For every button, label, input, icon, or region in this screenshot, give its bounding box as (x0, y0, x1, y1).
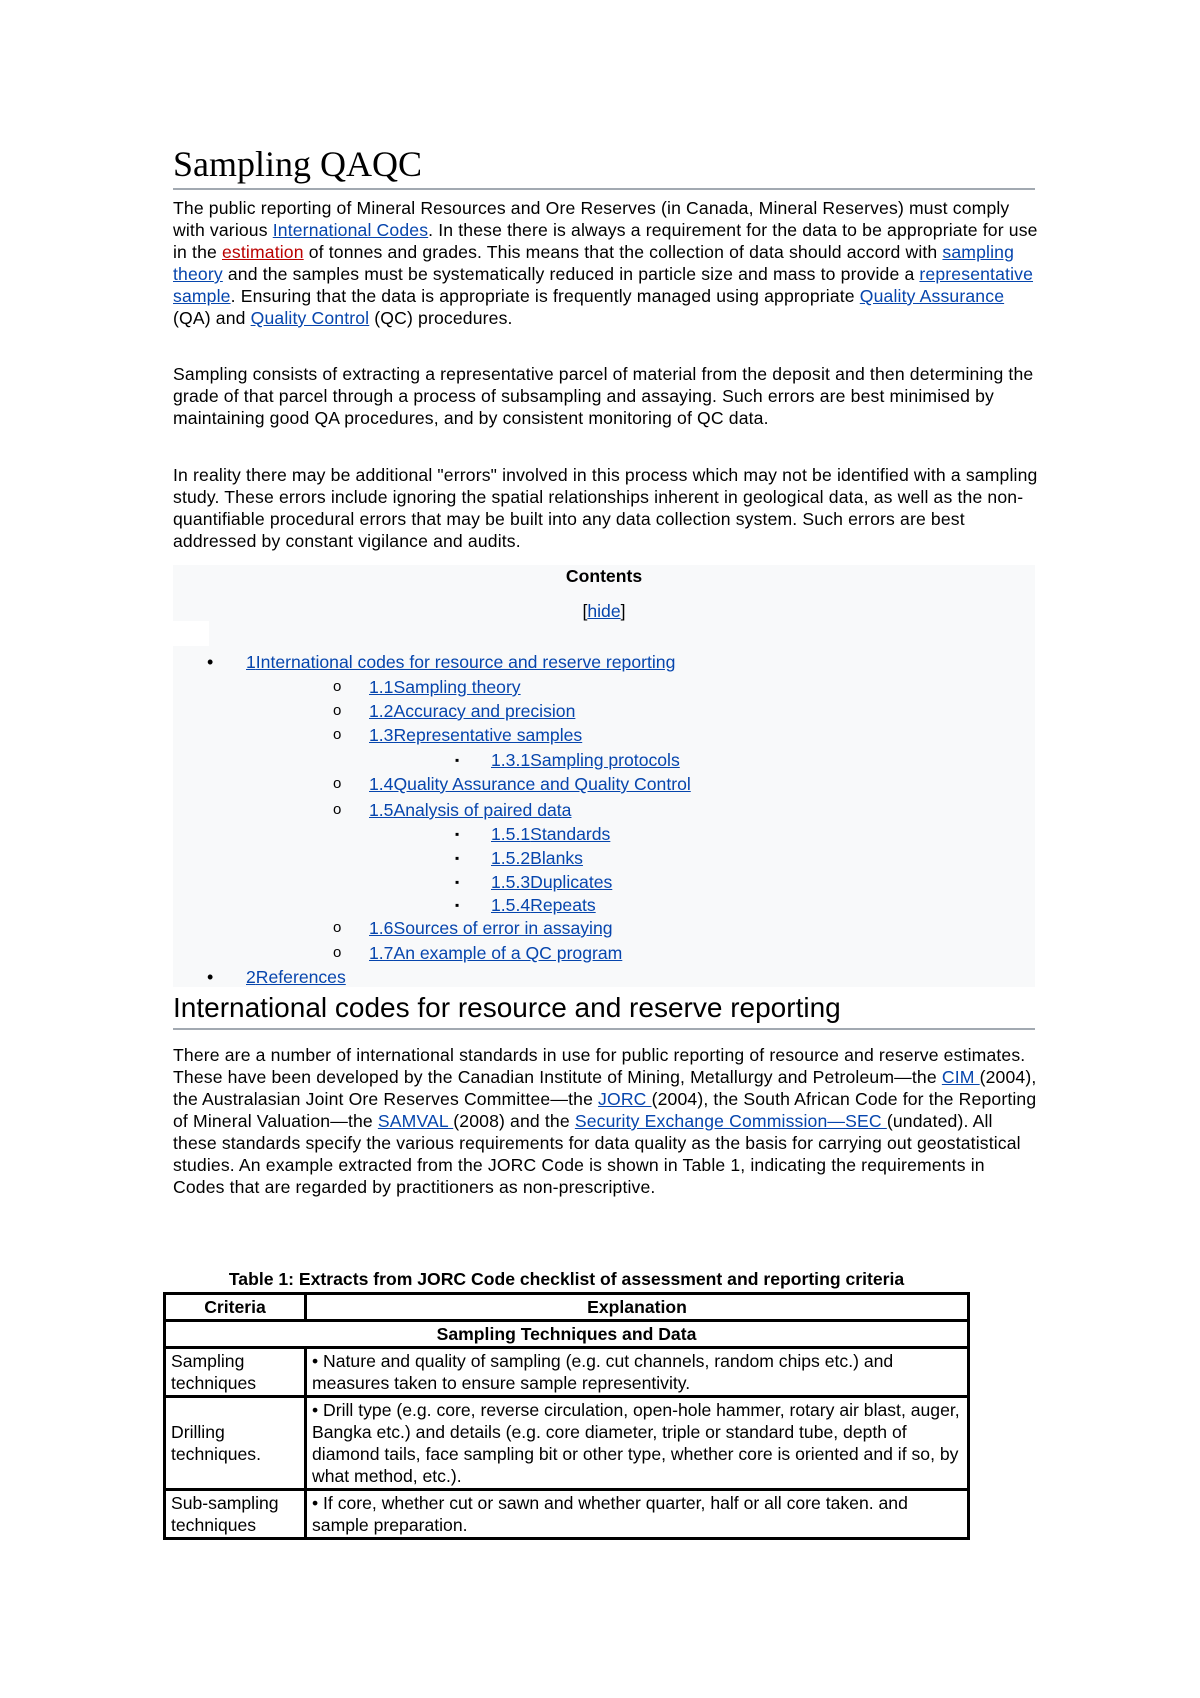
link-sampling-theory[interactable]: sampling theory (173, 242, 1015, 284)
toc-item-1-5-2[interactable]: 1.5.2Blanks (491, 848, 583, 868)
link-cim[interactable]: CIM (941, 1067, 980, 1087)
table-header-row (165, 1294, 969, 1321)
text-run: The public reporting of Mineral Resources and Ore Reserves (in Canada, Mineral Reserves) must comply with various (173, 198, 1010, 240)
text-run: (QC) procedures. (369, 308, 513, 328)
toc-bullet-icon: o (333, 801, 342, 818)
toc-bullet-icon: • (207, 652, 214, 672)
bracket-close: ] (620, 601, 626, 621)
toc-bullet-icon: ▪ (455, 827, 460, 841)
intro-paragraph-3: In reality there may be additional "errors" involved in this process which may not be identified with a sampling study. These errors include ignoring the spatial relationships inherent in geological data, as well as the non-quantifiable procedural errors that may be built into any data collection system. Such errors are best addressed by constant vigilance and audits. (173, 465, 1038, 551)
section1-paragraph (173, 1044, 1041, 1198)
intro-paragraph-1 (173, 197, 1041, 329)
toc-bullet-icon: o (333, 726, 342, 743)
toc-item-1-7[interactable]: 1.7An example of a QC program (369, 943, 623, 963)
bracket-open: [ (582, 601, 588, 621)
page-title: Sampling QAQC (173, 142, 1035, 190)
table-row (165, 1397, 969, 1490)
text-run: There are a number of international standards in use for public reporting of resource and reserve estimates. These have been developed by the Canadian Institute of Mining, Metallurgy and Petroleum—the (173, 1045, 1026, 1087)
text-run: (2004), the Australasian Joint Ore Reserves Committee—the (173, 1067, 1037, 1109)
table-caption: Table 1: Extracts from JORC Code checklist of assessment and reporting criteria (228, 1269, 905, 1289)
text-run: . In these there is always a requirement for the data to be appropriate for use in the (173, 220, 1038, 262)
explanation-cell: • Nature and quality of sampling (e.g. cut channels, random chips etc.) and measures taken to ensure sample representivity. (306, 1348, 969, 1397)
header-explanation: Explanation (306, 1294, 969, 1321)
link-samval[interactable]: SAMVAL (377, 1111, 454, 1131)
table-row (165, 1490, 969, 1539)
link-quality-assurance[interactable]: Quality Assurance (859, 286, 1005, 306)
toc-hide-link[interactable]: hide (587, 601, 621, 621)
toc-bullet-icon: o (333, 678, 342, 695)
toc-bullet-icon: ▪ (455, 898, 460, 912)
link-jorc[interactable]: JORC (598, 1089, 652, 1109)
section-label: Sampling Techniques and Data (165, 1321, 969, 1348)
link-international-codes[interactable]: International Codes (272, 220, 429, 240)
toc-hide-toggle (173, 600, 1035, 622)
table-section-row (165, 1321, 969, 1348)
link-estimation[interactable]: estimation (221, 242, 304, 262)
toc-bullet-icon: o (333, 702, 342, 719)
toc-item-1-5-4[interactable]: 1.5.4Repeats (491, 895, 596, 915)
toc-item-1-3[interactable]: 1.3Representative samples (369, 725, 583, 745)
toc-item-2[interactable]: 2References (246, 967, 346, 987)
toc-item-1-5[interactable]: 1.5Analysis of paired data (369, 800, 572, 820)
toc-title: Contents (565, 566, 643, 586)
criteria-cell: Sub-sampling techniques (165, 1490, 306, 1539)
text-run: and the samples must be systematically reduced in particle size and mass to provide a (222, 264, 920, 284)
text-run: . Ensuring that the data is appropriate is frequently managed using appropriate (230, 286, 860, 306)
toc-item-1-2[interactable]: 1.2Accuracy and precision (369, 701, 576, 721)
text-run: (2008) and the (453, 1111, 575, 1131)
toc-bullet-icon: o (333, 775, 342, 792)
link-representative-sample[interactable]: representative sample (173, 264, 1034, 306)
link-sec[interactable]: Security Exchange Commission—SEC (574, 1111, 887, 1131)
criteria-cell: Sampling techniques (165, 1348, 306, 1397)
header-criteria: Criteria (165, 1294, 306, 1321)
jorc-criteria-table (163, 1292, 970, 1540)
toc-bullet-icon: ▪ (455, 875, 460, 889)
text-run: of tonnes and grades. This means that the collection of data should accord with (303, 242, 943, 262)
section-heading-international-codes: International codes for resource and reserve reporting (173, 990, 1035, 1030)
text-run: (2004), the South African Code for the Reporting of Mineral Valuation—the (173, 1089, 1037, 1131)
table-row (165, 1348, 969, 1397)
toc-bullet-icon: ▪ (455, 851, 460, 865)
explanation-cell: • If core, whether cut or sawn and whether quarter, half or all core taken. and sample preparation. (306, 1490, 969, 1539)
toc-bullet-icon: ▪ (455, 753, 460, 767)
toc-bullet-icon: o (333, 919, 342, 936)
intro-paragraph-2: Sampling consists of extracting a representative parcel of material from the deposit and then determining the grade of that parcel through a process of subsampling and assaying. Such errors are best minimised by maintaining good QA procedures, and by consistent monitoring of QC data. (173, 364, 1034, 428)
toc-notch (173, 621, 209, 646)
explanation-cell: • Drill type (e.g. core, reverse circulation, open-hole hammer, rotary air blast, auger, Bangka etc.) and details (e.g. core diameter, triple or standard tube, depth of diamond tails, face sampling bit or other type, whether core is oriented and if so, by what method, etc.). (306, 1397, 969, 1490)
toc-item-1[interactable]: 1International codes for resource and reserve reporting (246, 652, 676, 672)
criteria-cell: Drilling techniques. (165, 1397, 306, 1490)
toc-bullet-icon: • (207, 967, 214, 987)
toc-item-1-1[interactable]: 1.1Sampling theory (369, 677, 521, 697)
toc-item-1-6[interactable]: 1.6Sources of error in assaying (369, 918, 613, 938)
text-run: (QA) and (173, 308, 251, 328)
toc-item-1-5-3[interactable]: 1.5.3Duplicates (491, 872, 613, 892)
toc-item-1-3-1[interactable]: 1.3.1Sampling protocols (491, 750, 680, 770)
text-run: (undated). All these standards specify the various requirements for data quality as the basis for carrying out geostatistical studies. An example extracted from the JORC Code is shown in Table 1, indicating the requirements in Codes that are regarded by practitioners as non-prescriptive. (173, 1111, 1021, 1197)
toc-bullet-icon: o (333, 944, 342, 961)
toc-item-1-5-1[interactable]: 1.5.1Standards (491, 824, 611, 844)
toc-item-1-4[interactable]: 1.4Quality Assurance and Quality Control (369, 774, 691, 794)
link-quality-control[interactable]: Quality Control (250, 308, 370, 328)
